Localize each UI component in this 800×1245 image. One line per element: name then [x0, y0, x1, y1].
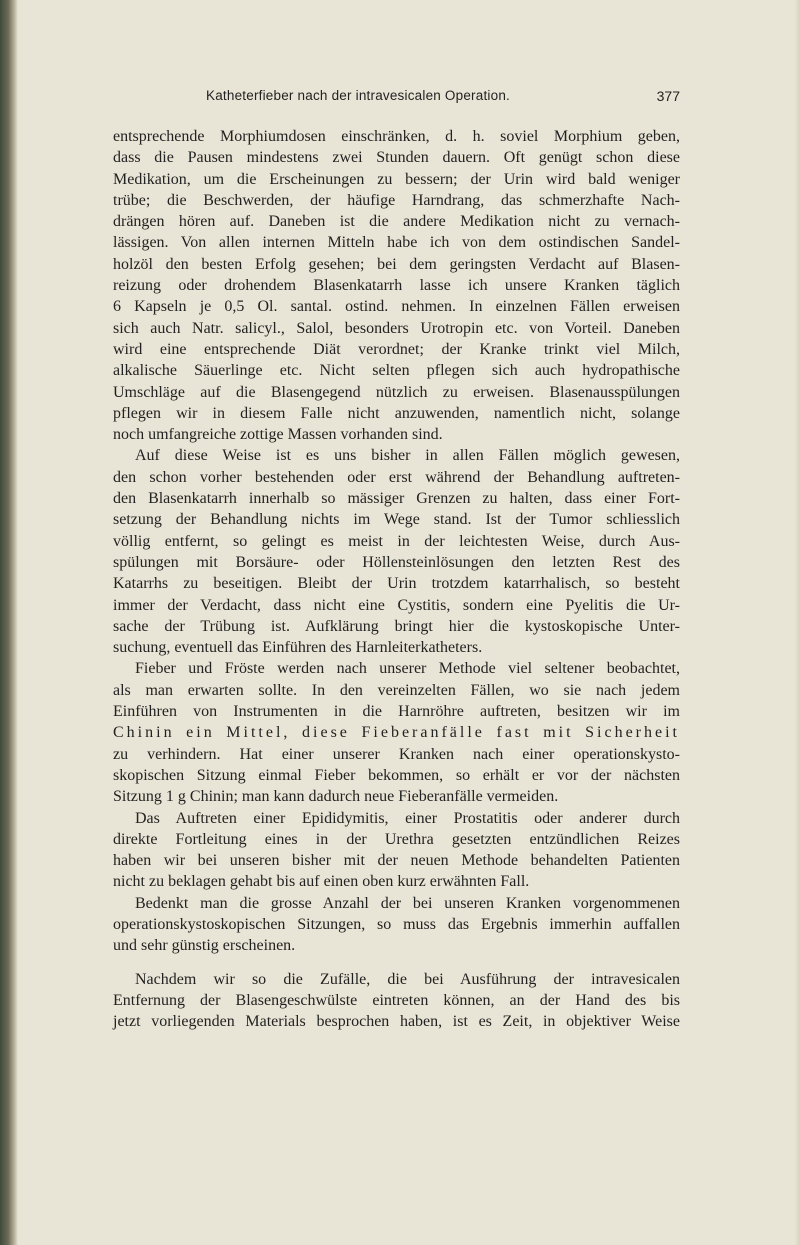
text-line: operationskystoskopischen Sitzungen, so muss das Ergebnis immerhin auffallen: [113, 915, 680, 933]
text-line: völlig entfernt, so gelingt es meist in der leichtesten Weise, durch Aus-: [113, 532, 680, 550]
text-line: 6 Kapseln je 0,5 Ol. santal. ostind. nehmen. In einzelnen Fällen erweisen: [113, 298, 680, 316]
text-line: spülungen mit Borsäure- oder Höllensteinlösungen den letzten Rest des: [113, 553, 680, 571]
text-line: dass die Pausen mindestens zwei Stunden dauern. Oft genügt schon diese: [113, 149, 680, 167]
text-line: jetzt vorliegenden Materials besprochen haben, ist es Zeit, in objektiver Weise: [113, 1013, 680, 1031]
text-line: Entfernung der Blasengeschwülste eintreten können, an der Hand des bis: [113, 991, 680, 1009]
page-number: 377: [656, 88, 680, 104]
emphasized-text-line: Chinin ein Mittel, diese Fieberanfälle fast mit Sicherheit: [113, 724, 680, 742]
text-line: Fieber und Fröste werden nach unserer Methode viel seltener beobachtet,: [135, 660, 680, 678]
paragraph: [113, 808, 680, 893]
text-line: setzung der Behandlung nichts im Wege stand. Ist der Tumor schliesslich: [113, 511, 680, 529]
text-line: Das Auftreten einer Epididymitis, einer Prostatitis oder anderer durch: [135, 809, 680, 827]
text-line: Auf diese Weise ist es uns bisher in allen Fällen möglich gewesen,: [135, 447, 680, 465]
text-line: den Blasenkatarrh innerhalb so mässiger Grenzen zu halten, dass einer Fort-: [113, 490, 680, 508]
text-line: haben wir bei unseren bisher mit der neuen Methode behandelten Patienten: [113, 852, 680, 870]
text-line: Sitzung 1 g Chinin; man kann dadurch neue Fieberanfälle vermeiden.: [113, 788, 559, 806]
text-line: noch umfangreiche zottige Massen vorhanden sind.: [113, 426, 443, 444]
text-line: direkte Fortleitung eines in der Urethra gesetzten entzündlichen Reizes: [113, 830, 680, 848]
text-line: drängen hören auf. Daneben ist die andere Medikation nicht zu vernach-: [113, 213, 680, 231]
paragraph: [113, 126, 680, 445]
text-line: trübe; die Beschwerden, der häufige Harndrang, das schmerzhafte Nach-: [113, 191, 680, 209]
page-header: [206, 88, 680, 110]
text-line: zu verhindern. Hat einer unserer Kranken nach einer operationskysto-: [113, 745, 680, 763]
text-line: sache der Trübung ist. Aufklärung bringt hier die kystoskopische Unter-: [113, 617, 680, 635]
text-line: wird eine entsprechende Diät verordnet; der Kranke trinkt viel Milch,: [113, 340, 680, 358]
page-edge-shadow: [794, 0, 800, 1245]
text-line: Umschläge auf die Blasengegend nützlich zu erweisen. Blasenausspülungen: [113, 383, 680, 401]
book-binding-edge: [0, 0, 18, 1245]
text-line: Medikation, um die Erscheinungen zu bessern; der Urin wird bald weniger: [113, 170, 680, 188]
text-line: suchung, eventuell das Einführen des Harnleiterkatheters.: [113, 639, 483, 657]
body-text: [113, 126, 680, 1032]
section-gap: [113, 957, 680, 969]
paragraph: [113, 658, 680, 807]
text-line: immer der Verdacht, dass nicht eine Cystitis, sondern eine Pyelitis die Ur-: [113, 596, 680, 614]
text-line: Nachdem wir so die Zufälle, die bei Ausführung der intravesicalen: [135, 970, 680, 988]
text-line: sich auch Natr. salicyl., Salol, besonders Urotropin etc. von Vorteil. Daneben: [113, 319, 680, 337]
running-title: Katheterfieber nach der intravesicalen Operation.: [206, 88, 510, 103]
text-line: und sehr günstig erscheinen.: [113, 937, 296, 955]
text-line: lässigen. Von allen internen Mitteln habe ich von dem ostindischen Sandel-: [113, 234, 680, 252]
text-line: Einführen von Instrumenten in die Harnröhre auftreten, besitzen wir im: [113, 703, 680, 721]
text-line: skopischen Sitzung einmal Fieber bekommen, so erhält er vor der nächsten: [113, 766, 680, 784]
text-line: Bedenkt man die grosse Anzahl der bei unseren Kranken vorgenommenen: [135, 894, 680, 912]
paragraph: [113, 445, 680, 658]
text-line: den schon vorher bestehenden oder erst während der Behandlung auftreten-: [113, 468, 680, 486]
text-line: holzöl den besten Erfolg gesehen; bei dem geringsten Verdacht auf Blasen-: [113, 255, 680, 273]
text-line: als man erwarten sollte. In den vereinzelten Fällen, wo sie nach jedem: [113, 681, 680, 699]
text-line: reizung oder drohendem Blasenkatarrh lasse ich unsere Kranken täglich: [113, 277, 680, 295]
paragraph: [113, 893, 680, 957]
text-line: nicht zu beklagen gehabt bis auf einen oben kurz erwähnten Fall.: [113, 873, 530, 891]
text-line: Katarrhs zu beseitigen. Bleibt der Urin trotzdem katarrhalisch, so besteht: [113, 575, 680, 593]
text-line: alkalische Säuerlinge etc. Nicht selten pflegen sich auch hydropathische: [113, 362, 680, 380]
text-line: pflegen wir in diesem Falle nicht anzuwenden, namentlich nicht, solange: [113, 404, 680, 422]
text-line: entsprechende Morphiumdosen einschränken, d. h. soviel Morphium geben,: [113, 128, 680, 145]
paragraph: [113, 969, 680, 1033]
